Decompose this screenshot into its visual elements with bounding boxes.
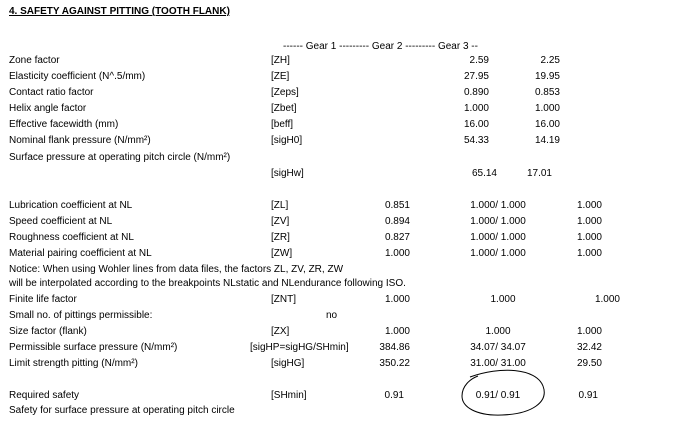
gear3-value: 1.000 — [576, 232, 602, 243]
gear2-value: 1.000 — [463, 103, 489, 114]
gear2-value: 1.000 — [485, 326, 511, 337]
coefficient-symbol: [ZR] — [271, 232, 290, 243]
notice-line-2: will be interpolated according to the breakpoints NLstatic and NLendurance following ISO. — [9, 278, 406, 289]
factor-symbol: [Zbet] — [271, 103, 297, 114]
required-safety-gear3: 0.91 — [578, 390, 598, 401]
section-heading: 4. SAFETY AGAINST PITTING (TOOTH FLANK) — [9, 6, 230, 17]
gear3-value: 1.000 — [576, 216, 602, 227]
factor-symbol: [beff] — [271, 119, 294, 130]
notice-line-1: Notice: When using Wohler lines from data files, the factors ZL, ZV, ZR, ZW — [9, 264, 344, 275]
finite-life-label: Finite life factor — [9, 294, 77, 305]
required-safety-gear2: 0.91/ 0.91 — [475, 390, 521, 401]
gear1-value: 384.86 — [379, 342, 410, 353]
finite-life-gear2: 1.000 — [490, 294, 516, 305]
gear1-value: 350.22 — [379, 358, 410, 369]
safety-surface-label: Safety for surface pressure at operating pitch circle — [9, 405, 235, 416]
gear2-value: 54.33 — [463, 135, 489, 146]
factor-symbol: [sigHP=sigHG/SHmin] — [250, 342, 349, 353]
gear3-value: 0.853 — [534, 87, 560, 98]
gear1-value: 1.000 — [384, 326, 410, 337]
small-pittings-value: no — [326, 310, 338, 321]
gear3-value: 14.19 — [534, 135, 560, 146]
coefficient-label: Lubrication coefficient at NL — [9, 200, 133, 211]
finite-life-gear1: 1.000 — [384, 294, 410, 305]
gear3-value: 2.25 — [540, 55, 560, 66]
gear3-value: 16.00 — [534, 119, 560, 130]
coefficient-label: Speed coefficient at NL — [9, 216, 113, 227]
coefficient-label: Roughness coefficient at NL — [9, 232, 134, 243]
gear1-value: 0.851 — [384, 200, 410, 211]
factor-label: Permissible surface pressure (N/mm²) — [9, 342, 178, 353]
required-safety-label: Required safety — [9, 390, 80, 401]
gear3-value: 32.42 — [576, 342, 602, 353]
factor-label: Elasticity coefficient (N^.5/mm) — [9, 71, 146, 82]
factor-label: Limit strength pitting (N/mm²) — [9, 358, 138, 369]
factor-label: Contact ratio factor — [9, 87, 94, 98]
gear2-value: 2.59 — [469, 55, 489, 66]
factor-symbol: [Zeps] — [271, 87, 299, 98]
gear3-value: 1.000 — [534, 103, 560, 114]
surface-pressure-symbol: [sigHw] — [271, 168, 304, 179]
factor-label: Nominal flank pressure (N/mm²) — [9, 135, 151, 146]
surface-pressure-gear2: 65.14 — [471, 168, 497, 179]
gear2-value: 1.000/ 1.000 — [470, 216, 526, 227]
gear2-value: 1.000/ 1.000 — [470, 248, 526, 259]
surface-pressure-label: Surface pressure at operating pitch circle (N/mm²) — [9, 152, 231, 163]
gear1-value: 1.000 — [384, 248, 410, 259]
gear1-value: 0.827 — [384, 232, 410, 243]
surface-pressure-gear3: 17.01 — [526, 168, 552, 179]
coefficient-symbol: [ZL] — [271, 200, 289, 211]
gear2-value: 34.07/ 34.07 — [470, 342, 526, 353]
required-safety-gear1: 0.91 — [384, 390, 404, 401]
coefficient-symbol: [ZV] — [271, 216, 290, 227]
factor-symbol: [sigHG] — [271, 358, 305, 369]
factor-symbol: [ZX] — [271, 326, 290, 337]
gear3-value: 1.000 — [576, 326, 602, 337]
small-pittings-label: Small no. of pittings permissible: — [9, 310, 153, 321]
gear2-value: 1.000/ 1.000 — [470, 200, 526, 211]
factor-label: Effective facewidth (mm) — [9, 119, 119, 130]
coefficient-symbol: [ZW] — [271, 248, 293, 259]
gear2-value: 16.00 — [463, 119, 489, 130]
factor-symbol: [ZH] — [271, 55, 290, 66]
gear2-value: 0.890 — [463, 87, 489, 98]
coefficient-label: Material pairing coefficient at NL — [9, 248, 152, 259]
gear1-value: 0.894 — [384, 216, 410, 227]
gear3-value: 29.50 — [576, 358, 602, 369]
finite-life-symbol: [ZNT] — [271, 294, 296, 305]
gear3-value: 19.95 — [534, 71, 560, 82]
factor-symbol: [ZE] — [271, 71, 290, 82]
factor-label: Zone factor — [9, 55, 60, 66]
factor-symbol: [sigH0] — [271, 135, 303, 146]
finite-life-gear3: 1.000 — [594, 294, 620, 305]
factor-label: Size factor (flank) — [9, 326, 87, 337]
gear-column-header: ------ Gear 1 --------- Gear 2 --------- Gear 3 -- — [283, 41, 478, 52]
required-safety-symbol: [SHmin] — [271, 390, 307, 401]
gear2-value: 1.000/ 1.000 — [470, 232, 526, 243]
gear3-value: 1.000 — [576, 200, 602, 211]
gear3-value: 1.000 — [576, 248, 602, 259]
gear2-value: 27.95 — [463, 71, 489, 82]
factor-label: Helix angle factor — [9, 103, 87, 114]
gear2-value: 31.00/ 31.00 — [470, 358, 526, 369]
